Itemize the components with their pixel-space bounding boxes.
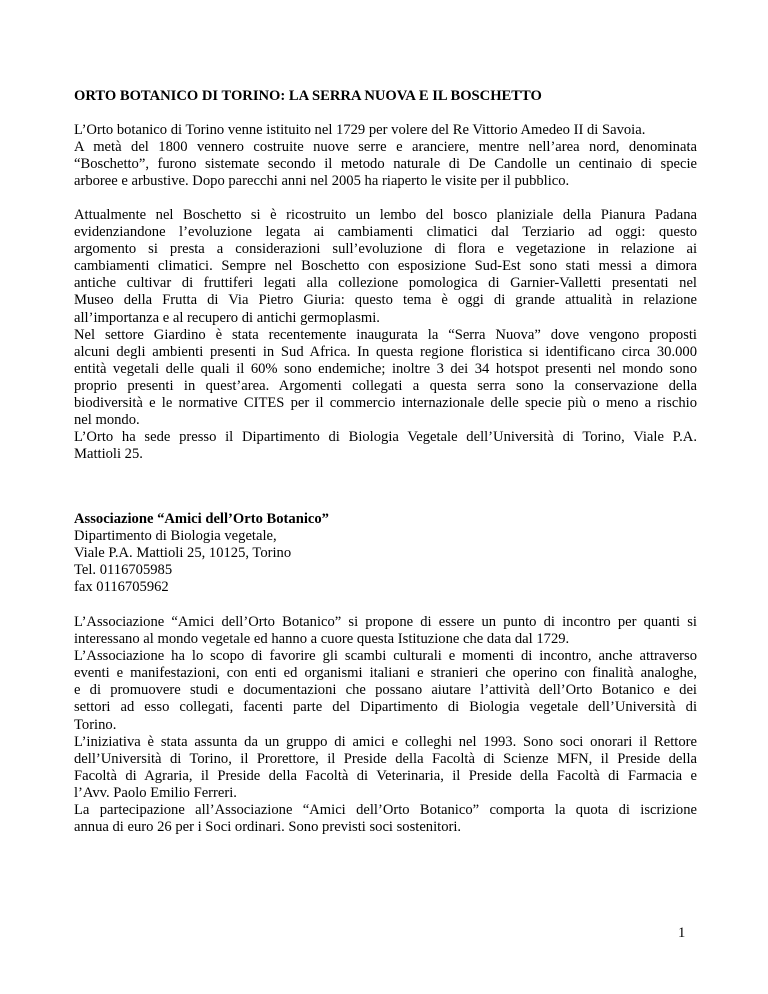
page-number: 1 <box>678 925 686 941</box>
paragraph-line: L’Orto botanico di Torino venne istituito nel 1729 per volere del Re Vittorio Amedeo II di Savoia. <box>74 122 646 138</box>
paragraph-line: alcuni degli ambienti presenti in Sud Africa. In questa regione floristica si identificano circa 30.000 <box>74 343 697 360</box>
association-address: Viale P.A. Mattioli 25, 10125, Torino <box>74 545 292 562</box>
paragraph-line: eventi e manifestazioni, con enti ed organismi italiani e stranieri che operino con finalità analoghe, <box>74 665 697 682</box>
paragraph-line: La partecipazione all’Associazione “Amici dell’Orto Botanico” comporta la quota di iscrizione <box>74 802 697 819</box>
association-fax: fax 0116705962 <box>74 579 169 596</box>
paragraph-line: argomento si presta a considerazioni sull’evoluzione di flora e vegetazione in relazione ai <box>74 241 697 258</box>
intro-paragraph <box>74 122 697 190</box>
paragraph-line: settori ad esso collegati, facenti parte del Dipartimento di Biologia vegetale dell’Università di <box>74 699 697 716</box>
paragraph-line: all’importanza e al recupero di antichi germoplasmi. <box>74 309 380 326</box>
paragraph-line: L’iniziativa è stata assunta da un gruppo di amici e colleghi nel 1993. Sono soci onorari il Rettore <box>74 733 697 750</box>
paragraph-line: proprio presenti in quest’area. Argomenti collegati a questa serra sono la conservazione della <box>74 377 697 394</box>
paragraph-line: e di promuovere studi e documentazioni che possano aiutare l’attività dell’Orto Botanico e dei <box>74 682 697 699</box>
paragraph-line: l’Avv. Paolo Emilio Ferreri. <box>74 784 237 801</box>
association-contact-block <box>74 511 697 596</box>
paragraph-line: biodiversità e le normative CITES per il commercio internazionale delle specie più o meno a rischio <box>74 395 697 412</box>
association-department: Dipartimento di Biologia vegetale, <box>74 528 277 545</box>
paragraph-line: “Boschetto”, furono sistemate secondo il metodo naturale di De Candolle un centinaio di specie <box>74 156 697 173</box>
paragraph-line: Museo della Frutta di Via Pietro Giuria: questo tema è oggi di grande attualità in relazione <box>74 292 697 309</box>
document-title: ORTO BOTANICO DI TORINO: LA SERRA NUOVA E IL BOSCHETTO <box>74 88 542 104</box>
paragraph-line: Torino. <box>74 716 117 733</box>
paragraph-line: dell’Università di Torino, il Prorettore, il Preside della Facoltà di Scienze MFN, il Preside della <box>74 750 697 767</box>
paragraph-line: A metà del 1800 vennero costruite nuove serre e aranciere, mentre nell’area nord, denominata <box>74 139 697 156</box>
paragraph-line: L’Associazione ha lo scopo di favorire gli scambi culturali e momenti di incontro, anche attraverso <box>74 648 697 665</box>
paragraph-line: antiche cultivar di fruttiferi legati alla collezione pomologica di Garnier-Valletti presentati nel <box>74 275 697 292</box>
paragraph-line: evidenziandone l’evoluzione legata ai cambiamenti climatici dal Terziario ad oggi: questo <box>74 224 697 241</box>
paragraph-line: L’Orto ha sede presso il Dipartimento di Biologia Vegetale dell’Università di Torino, Viale P.A. <box>74 429 697 446</box>
paragraph-line: entità vegetali delle quali il 60% sono endemiche; inoltre 3 dei 34 hotspot presenti nel mondo sono <box>74 360 697 377</box>
association-tel: Tel. 0116705985 <box>74 562 173 579</box>
paragraph-line: interessano al mondo vegetale ed hanno a cuore questa Istituzione che data dal 1729. <box>74 631 570 648</box>
association-name: Associazione “Amici dell’Orto Botanico” <box>74 511 329 527</box>
boschetto-paragraph <box>74 207 697 463</box>
paragraph-line: Attualmente nel Boschetto si è ricostruito un lembo del bosco planiziale della Pianura Padana <box>74 207 697 223</box>
paragraph-line: Mattioli 25. <box>74 446 143 463</box>
association-paragraph <box>74 614 697 836</box>
paragraph-line: cambiamenti climatici. Sempre nel Boschetto con esposizione Sud-Est sono stati messi a dimora <box>74 258 697 275</box>
paragraph-line: annua di euro 26 per i Soci ordinari. Sono previsti soci sostenitori. <box>74 819 462 836</box>
paragraph-line: arboree e arbustive. Dopo parecchi anni nel 2005 ha riaperto le visite per il pubblico. <box>74 173 570 190</box>
paragraph-line: Facoltà di Agraria, il Preside della Facoltà di Veterinaria, il Preside della Facoltà di Farmacia e <box>74 767 697 784</box>
paragraph-line: Nel settore Giardino è stata recentemente inaugurata la “Serra Nuova” dove vengono proposti <box>74 326 697 343</box>
paragraph-line: nel mondo. <box>74 412 140 429</box>
paragraph-line: L’Associazione “Amici dell’Orto Botanico” si propone di essere un punto di incontro per quanti si <box>74 614 697 630</box>
